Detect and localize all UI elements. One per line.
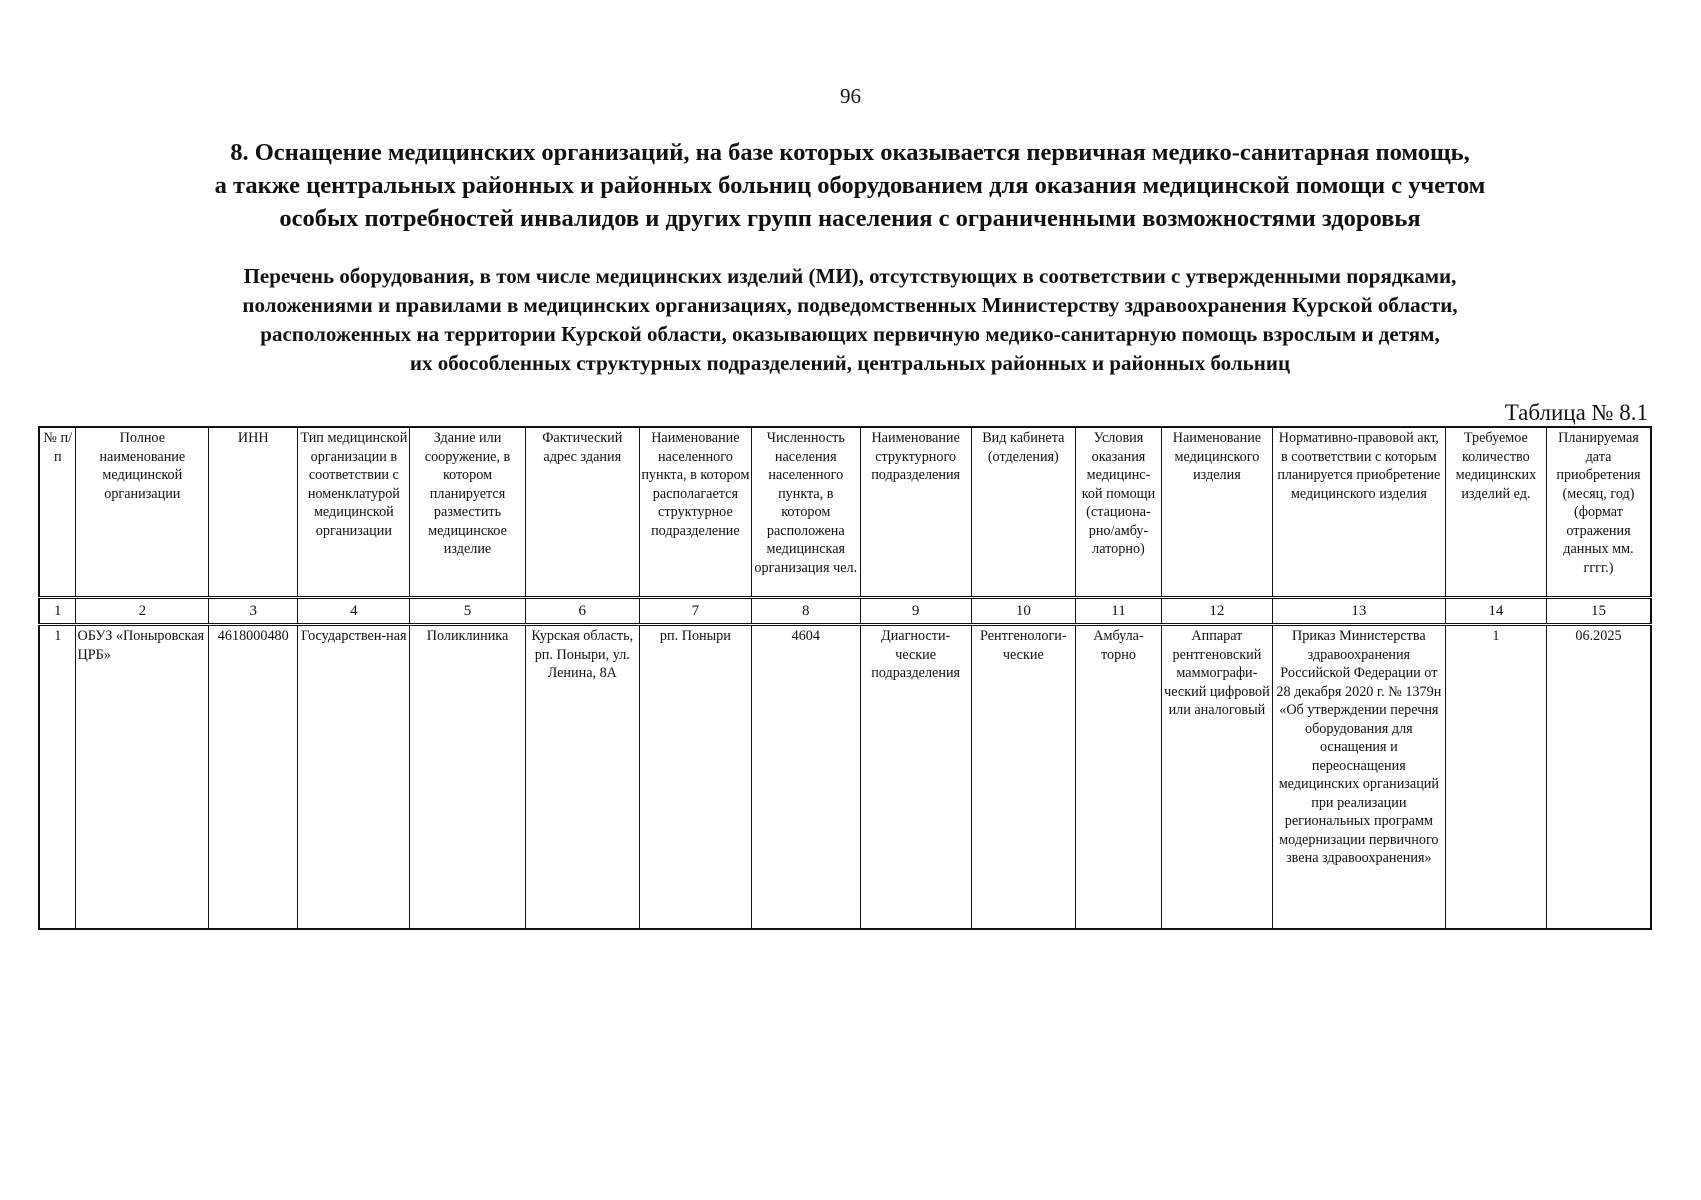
section-title-line: особых потребностей инвалидов и других групп населения с ограниченными возможностями здоровья — [279, 205, 1421, 232]
subtitle-line: расположенных на территории Курской области, оказывающих первичную медико-санитарную помощь взрослым и детям, — [260, 322, 1440, 346]
equipment-table — [38, 426, 1652, 930]
column-number-cell: 2 — [76, 598, 209, 625]
section-title — [100, 136, 1600, 235]
organization-name-cell: ОБУЗ «Поныровская ЦРБ» — [76, 625, 209, 930]
column-number-cell: 8 — [751, 598, 860, 625]
device-name-cell: Аппарат рентгеновский маммографи-ческий цифровой или аналоговый — [1161, 625, 1272, 930]
column-number-cell: 9 — [860, 598, 971, 625]
column-number-cell: 11 — [1076, 598, 1162, 625]
quantity-cell: 1 — [1445, 625, 1546, 930]
header-cell: Вид кабинета (отделения) — [971, 427, 1075, 598]
column-number-cell: 5 — [410, 598, 525, 625]
column-number-cell: 12 — [1161, 598, 1272, 625]
header-cell: Требуемое количество медицинских изделий ед. — [1445, 427, 1546, 598]
header-cell: Численность населения населенного пункта, в котором расположена медицинская организация чел. — [751, 427, 860, 598]
subtitle-line: положениями и правилами в медицинских организациях, подведомственных Министерству здравоохранения Курской области, — [242, 293, 1458, 317]
settlement-cell: рп. Поныри — [639, 625, 751, 930]
header-cell: Наименование структурного подразделения — [860, 427, 971, 598]
population-cell: 4604 — [751, 625, 860, 930]
column-number-row — [39, 598, 1651, 625]
column-number-cell: 13 — [1272, 598, 1445, 625]
section-subtitle — [100, 262, 1600, 378]
header-cell: Условия оказания медицинс-кой помощи (стациона-рно/амбу-латорно) — [1076, 427, 1162, 598]
table-row — [39, 625, 1651, 930]
subtitle-line: Перечень оборудования, в том числе медицинских изделий (МИ), отсутствующих в соответствии с утвержденными порядками, — [243, 264, 1457, 288]
structural-unit-cell: Диагности-ческие подразделения — [860, 625, 971, 930]
header-cell: Тип медицинской организации в соответствии с номенклатурой медицинской организации — [298, 427, 410, 598]
header-cell: Планируемая дата приобретения (месяц, год) (формат отражения данных мм. гггг.) — [1546, 427, 1651, 598]
column-number-cell: 4 — [298, 598, 410, 625]
page-number: 96 — [840, 84, 861, 108]
table-header-row — [39, 427, 1651, 598]
header-cell: Здание или сооружение, в котором планируется разместить медицинское изделие — [410, 427, 525, 598]
header-cell: Нормативно-правовой акт, в соответствии с которым планируется приобретение медицинского изделия — [1272, 427, 1445, 598]
address-cell: Курская область, рп. Поныри, ул. Ленина, 8А — [525, 625, 639, 930]
header-cell: Полное наименование медицинской организации — [76, 427, 209, 598]
column-number-cell: 3 — [209, 598, 298, 625]
inn-cell: 4618000480 — [209, 625, 298, 930]
header-cell: № п/п — [39, 427, 76, 598]
header-cell: Фактический адрес здания — [525, 427, 639, 598]
cabinet-type-cell: Рентгенологи-ческие — [971, 625, 1075, 930]
legal-act-cell: Приказ Министерства здравоохранения Российской Федерации от 28 декабря 2020 г. № 1379н «Об утверждении перечня оборудования для оснащения и переоснащения медицинских организаций при реализации региональных программ модернизации первичного звена здравоохранения» — [1272, 625, 1445, 930]
planned-date-cell: 06.2025 — [1546, 625, 1651, 930]
building-cell: Поликлиника — [410, 625, 525, 930]
header-cell: ИНН — [209, 427, 298, 598]
care-conditions-cell: Амбула-торно — [1076, 625, 1162, 930]
header-cell: Наименование населенного пункта, в котором располагается структурное подразделение — [639, 427, 751, 598]
row-number-cell: 1 — [39, 625, 76, 930]
header-cell: Наименование медицинского изделия — [1161, 427, 1272, 598]
column-number-cell: 6 — [525, 598, 639, 625]
section-title-line: а также центральных районных и районных больниц оборудованием для оказания медицинской помощи с учетом — [214, 172, 1486, 199]
subtitle-line: их обособленных структурных подразделений, центральных районных и районных больниц — [409, 351, 1291, 375]
section-title-line: 8. Оснащение медицинских организаций, на базе которых оказывается первичная медико-санитарная помощь, — [230, 139, 1470, 166]
column-number-cell: 15 — [1546, 598, 1651, 625]
column-number-cell: 1 — [39, 598, 76, 625]
organization-type-cell: Государствен-ная — [298, 625, 410, 930]
column-number-cell: 14 — [1445, 598, 1546, 625]
column-number-cell: 7 — [639, 598, 751, 625]
table-caption: Таблица № 8.1 — [1504, 400, 1648, 425]
column-number-cell: 10 — [971, 598, 1075, 625]
